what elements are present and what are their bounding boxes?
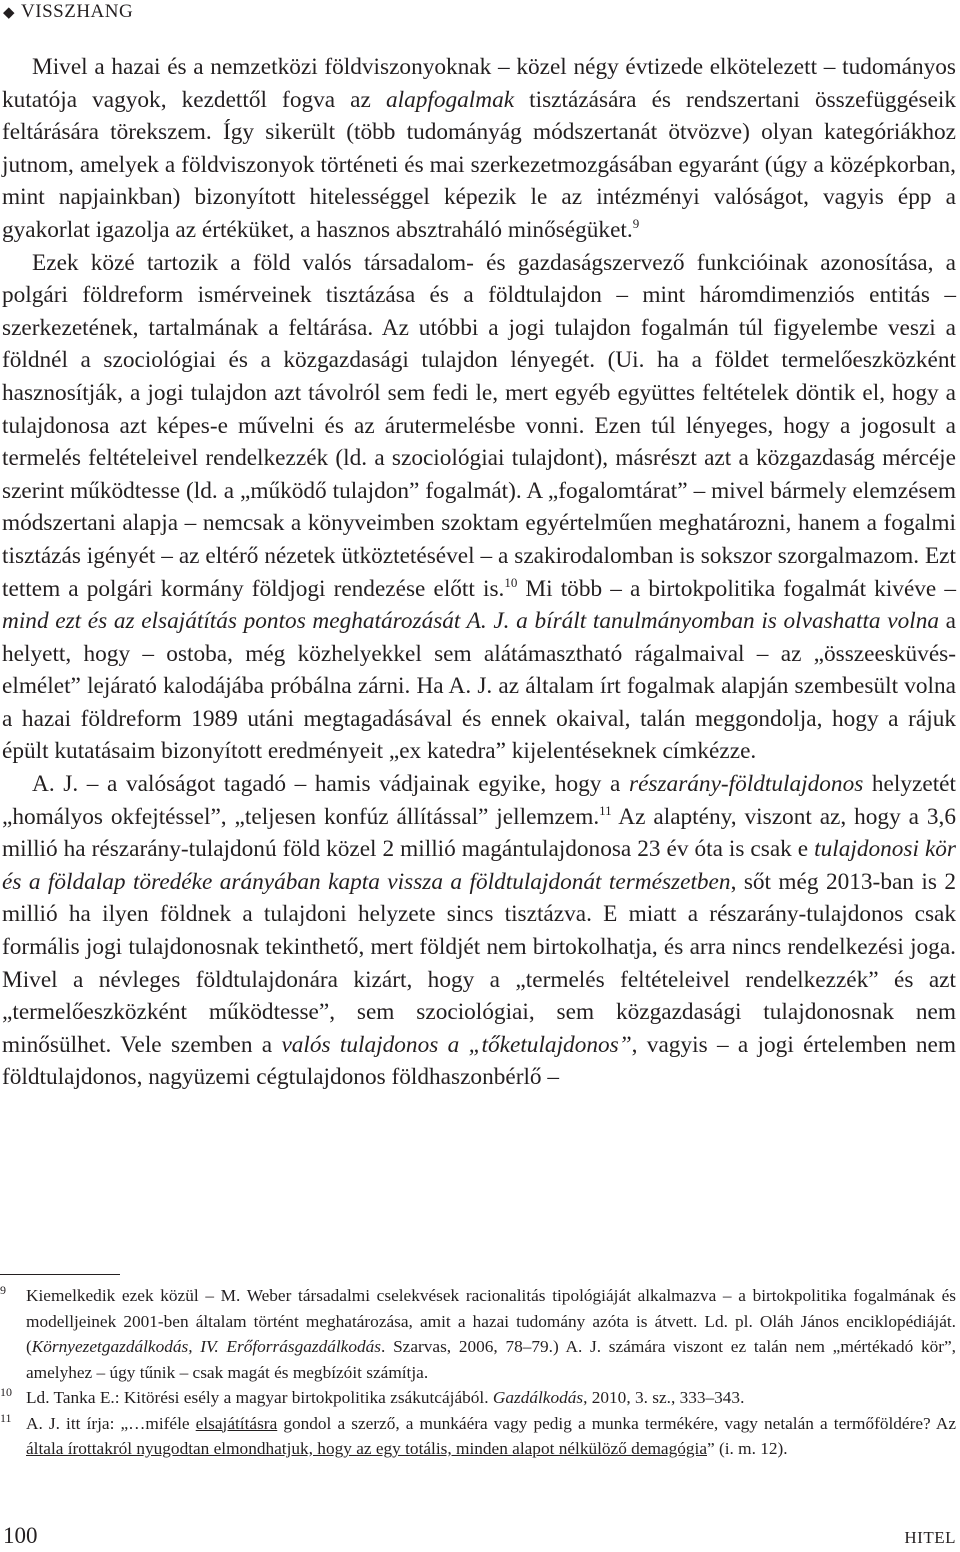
section-title: VISSZHANG — [21, 1, 134, 22]
footnote-number: 10 — [0, 1385, 12, 1399]
footnotes — [0, 1283, 956, 1462]
running-header — [3, 0, 133, 24]
paragraph-1: Mivel a hazai és a nemzetközi földviszonyoknak – közel négy évtizede elkötelezett – tudományos kutatója vagyok, kezdettől fogva az alapfogalmak tisztázására és rendszertani összefüggéseik feltárására törekszem. Így sikerült (több tudományág módszertanát ötvözve) olyan kategóriákhoz jutnom, amelyek a földviszonyok történeti és mai szerkezetmozgásában egyaránt (úgy a középkorban, mint napjainkban) bizonyított hitelességgel képezik le az intézményi valóságot, vagyis épp a gyakorlat igazolja az értéküket, a hasznos absztraháló minőségüket.$^9$ — [2, 54, 957, 243]
footnote-ref-9[interactable]: 9 — [632, 215, 640, 231]
footnote-11: 11 A. J. itt írja: „…miféle elsajátításra gondol a szerző, a munkáéra vagy pedig a munka termékére, vagy netalán a termőföldére? Az általa írottakról nyugodtan elmondhatjuk, hogy az egy totális, minden alapot nélkülöző demagógia” (i. m. 12). — [0, 1410, 956, 1458]
footnote-ref-11[interactable]: 11 — [599, 802, 612, 818]
journal-name: HITEL — [904, 1528, 956, 1547]
footnote-divider — [0, 1274, 120, 1275]
footnote-number: 9 — [0, 1283, 6, 1297]
page-number: 100 — [3, 1523, 38, 1548]
footnote-ref-10[interactable]: 10 — [504, 574, 518, 590]
article-body — [2, 51, 956, 1094]
footnote-9: 9 Kiemelkedik ezek közül – M. Weber társadalmi cselekvések racionalitás tipológiáját alkalmazva – a birtokpolitika fogalmának és modelljeinek 2001-ben általam történt meghatározása, amit a hazai tudomány azóta is átvett. Ld. pl. Oláh János enciklopédiáját. (Környezetgazdálkodás, IV. Erőforrásgazdálkodás. Szarvas, 2006, 78–79.) A. J. számára viszont ez talán nem „mértékadó kör”, amelyhez – úgy tűnik – csak magát és megbízóit számítja. — [0, 1283, 956, 1382]
paragraph-2: Ezek közé tartozik a föld valós társadalom- és gazdaságszervező funkcióinak azonosítása, a polgári földreform ismérveinek tisztázása és a földtulajdon – mint háromdimenziós entitás – szerkezetének, tartalmának a feltárása. Az utóbbi a jogi tulajdon fogalmán túl figyelembe veszi a földnél a szociológiai és a közgazdasági tulajdon lényegét. (Ui. ha a földet termelőeszközként hasznosítják, a jogi tulajdon azt távolról sem fedi le, mert egyéb együttes feltételek döntik el, hogy a tulajdonosa azt képes-e művelni és az árutermelésbe vonni. Ezen túl lényeges, hogy a jogosult a termelés feltételeivel rendelkezzék (ld. a szociológiai tulajdont), másrészt azt a közgazdaság mércéje szerint működtesse (ld. a „működő tulajdon” fogalmát). A „fogalomtárat” – mivel bármely elemzésem módszertani alapja – nemcsak a könyveimben szoktam egyértelműen meghatározni, hanem a fogalmi tisztázás igényét – az eltérő nézetek ütköztetésével – a szakirodalomban is sokszor szorgalmazom. Ezt tettem a polgári kormány földjogi rendezése előtt is.$^{10}$ Mi több – a birtokpolitika fogalmát kivéve – mind ezt és az elsajátítás pontos meghatározását A. J. a bírált tanulmányomban is olvashatta volna a helyett, hogy – ostoba, még közhelyekkel sem alátámasztható rágalmaival – az „összeesküvés-elmélet” lejárató kalodájába próbálna zárni. Ha A. J. az általam írt fogalmak alapján szembesült volna a hazai földreform 1989 utáni megtagadásával és ennek okaival, talán meggondolja, hogy a rájuk épült kutatásaim bizonyított eredményeit „ex katedra” kijelentéseknek címkézze. — [2, 249, 957, 765]
diamond-icon: ◆ — [3, 5, 16, 21]
footnote-10: 10 Ld. Tanka E.: Kitörési esély a magyar birtokpolitika zsákutcájából. Gazdálkodás, 2010, 3. sz., 333–343. — [0, 1385, 745, 1407]
paragraph-3: A. J. – a valóságot tagadó – hamis vádjainak egyike, hogy a részarány-földtulajdonos helyzetét „homályos okfejtéssel”, „teljesen konfúz állítással” jellemzem.$^{11}$ Az alaptény, viszont az, hogy a 3,6 millió ha részarány-tulajdonú föld közel 2 millió magántulajdonosa 23 év óta is csak e tulajdonosi kör és a földalap töredéke arányában kapta vissza a földtulajdonát természetben, sőt még 2013-ban is 2 millió ha ilyen földnek a tulajdoni helyzete sincs tisztázva. E miatt a részarány-tulajdonos csak formális jogi tulajdonosnak tekinthető, mert földjét nem birtokolhatja, és arra nincs rendelkezési joga. Mivel a névleges földtulajdonára kizárt, hogy a „termelés feltételeivel rendelkezzék” és azt „termelőeszközként működtesse”, sem szociológiai, sem közgazdasági tulajdonosnak nem minősülhet. Vele szemben a valós tulajdonos a „tőketulajdonos”, vagyis – a jogi értelemben nem földtulajdonos, nagyüzemi cégtulajdonos földhaszonbérlő – — [2, 771, 957, 1091]
footnote-number: 11 — [0, 1410, 12, 1425]
